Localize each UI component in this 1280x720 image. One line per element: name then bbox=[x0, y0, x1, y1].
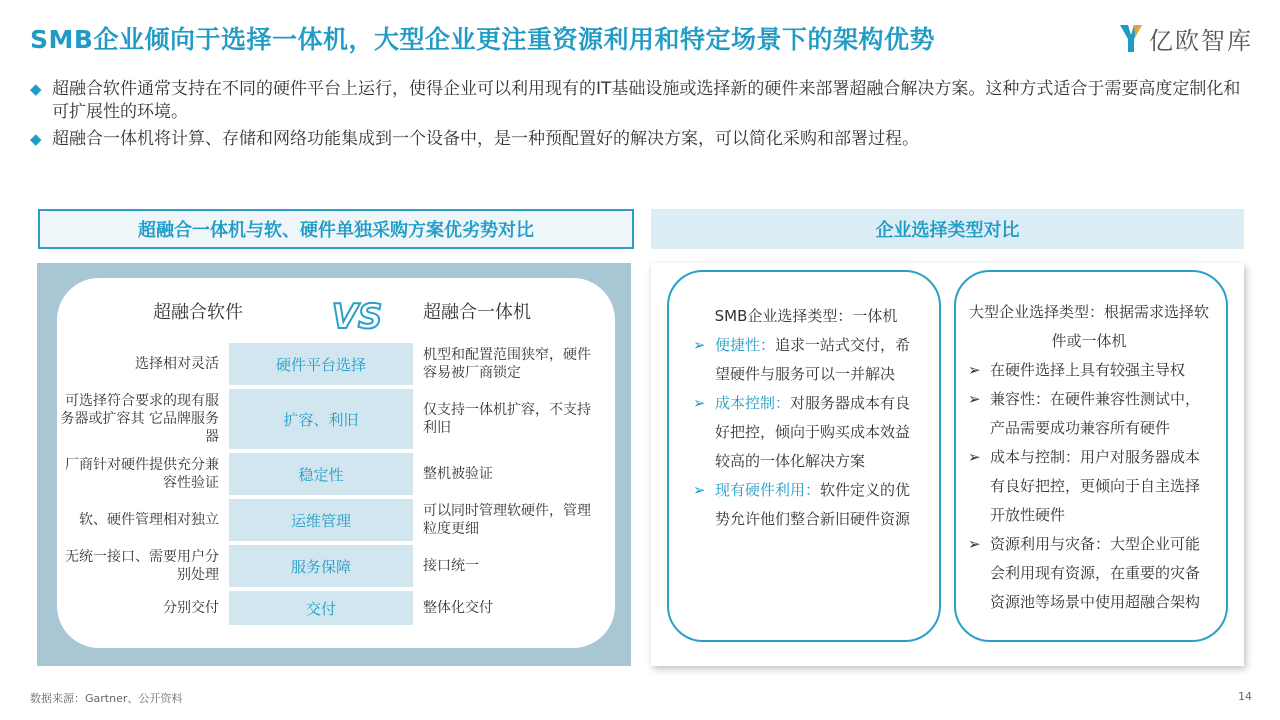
software-cell: 软、硬件管理相对独立 bbox=[79, 512, 219, 528]
intro-bullets bbox=[28, 78, 1253, 155]
large-enterprise-item-text: 资源利用与灾备：大型企业可能会利用现有资源，在重要的灾备资源池等场景中使用超融合架构 bbox=[990, 535, 1201, 611]
arrow-right-icon: ➢ bbox=[968, 390, 981, 408]
smb-item-label: 现有硬件利用： bbox=[715, 481, 821, 499]
large-enterprise-item bbox=[968, 530, 1210, 617]
appliance-column-title: 超融合一体机 bbox=[423, 302, 531, 323]
smb-item-text: 对服务器成本有良好把控，倾向于购买成本效益较高的一体化解决方案 bbox=[715, 394, 911, 470]
smb-title: SMB企业选择类型：一体机 bbox=[714, 307, 898, 325]
large-enterprise-item-text: 在硬件选择上具有较强主导权 bbox=[990, 361, 1186, 379]
comparison-panel bbox=[37, 263, 631, 666]
criterion-cell: 运维管理 bbox=[229, 499, 413, 541]
enterprise-type-header: 企业选择类型对比 bbox=[651, 209, 1244, 249]
software-cell: 可选择符合要求的现有服务器或扩容其 它品牌服务器 bbox=[60, 393, 219, 445]
logo-icon bbox=[1118, 22, 1144, 54]
smb-item-label: 成本控制： bbox=[715, 394, 791, 412]
comparison-header: 超融合一体机与软、硬件单独采购方案优劣势对比 bbox=[38, 209, 634, 249]
comparison-row bbox=[57, 453, 615, 495]
diamond-icon: ◆ bbox=[30, 80, 42, 98]
criterion-cell: 稳定性 bbox=[229, 453, 413, 495]
large-enterprise-card bbox=[954, 270, 1228, 642]
appliance-cell: 整机被验证 bbox=[423, 466, 493, 482]
arrow-right-icon: ➢ bbox=[693, 481, 706, 499]
smb-item-label: 便捷性： bbox=[715, 336, 776, 354]
large-enterprise-title: 大型企业选择类型：根据需求选择软件或一体机 bbox=[968, 303, 1209, 350]
large-enterprise-item-text: 兼容性：在硬件兼容性测试中，产品需要成功兼容所有硬件 bbox=[990, 390, 1201, 437]
bullet-item bbox=[28, 78, 1253, 124]
arrow-right-icon: ➢ bbox=[968, 535, 981, 553]
software-cell: 无统一接口、需要用户分别处理 bbox=[65, 549, 219, 583]
enterprise-type-panel bbox=[651, 263, 1244, 666]
arrow-right-icon: ➢ bbox=[693, 394, 706, 412]
smb-item-text: 追求一站式交付，希望硬件与服务可以一并解决 bbox=[715, 336, 911, 383]
vs-icon bbox=[325, 296, 389, 336]
appliance-cell: 接口统一 bbox=[423, 558, 479, 574]
criterion-cell: 扩容、利旧 bbox=[229, 389, 413, 449]
software-column-title: 超融合软件 bbox=[153, 302, 243, 323]
large-enterprise-item bbox=[968, 443, 1210, 530]
comparison-row bbox=[57, 545, 615, 587]
page-number: 14 bbox=[1238, 690, 1252, 703]
arrow-right-icon: ➢ bbox=[693, 336, 706, 354]
large-enterprise-item bbox=[968, 356, 1210, 385]
software-cell: 分别交付 bbox=[163, 600, 219, 616]
comparison-row bbox=[57, 591, 615, 625]
comparison-card bbox=[57, 278, 615, 648]
criterion-cell: 硬件平台选择 bbox=[229, 343, 413, 385]
software-cell: 选择相对灵活 bbox=[135, 356, 219, 372]
large-enterprise-item-text: 成本与控制：用户对服务器成本有良好把控，更倾向于自主选择开放性硬件 bbox=[990, 448, 1201, 524]
appliance-cell: 机型和配置范围狭窄，硬件容易被厂商锁定 bbox=[423, 347, 591, 381]
appliance-cell: 仅支持一体机扩容，不支持利旧 bbox=[423, 402, 591, 436]
smb-item bbox=[693, 476, 919, 534]
bullet-text: 超融合一体机将计算、存储和网络功能集成到一个设备中，是一种预配置好的解决方案，可以简化采购和部署过程。 bbox=[52, 129, 919, 149]
smb-card bbox=[667, 270, 941, 642]
data-source: 数据来源：Gartner、公开资料 bbox=[30, 692, 183, 705]
arrow-right-icon: ➢ bbox=[968, 361, 981, 379]
page-title: SMB企业倾向于选择一体机，大型企业更注重资源利用和特定场景下的架构优势 bbox=[30, 25, 935, 54]
comparison-row bbox=[57, 499, 615, 541]
appliance-cell: 可以同时管理软硬件，管理粒度更细 bbox=[423, 503, 591, 537]
criterion-cell: 服务保障 bbox=[229, 545, 413, 587]
vs-label: VS bbox=[331, 297, 383, 336]
diamond-icon: ◆ bbox=[30, 130, 42, 148]
criterion-cell: 交付 bbox=[229, 591, 413, 625]
bullet-text: 超融合软件通常支持在不同的硬件平台上运行，使得企业可以利用现有的IT基础设施或选择新的硬件来部署超融合解决方案。这种方式适合于需要高度定制化和可扩展性的环境。 bbox=[52, 79, 1241, 122]
arrow-right-icon: ➢ bbox=[968, 448, 981, 466]
comparison-row bbox=[57, 389, 615, 449]
smb-item-text: 软件定义的优势允许他们整合新旧硬件资源 bbox=[715, 481, 911, 528]
smb-item bbox=[693, 389, 919, 476]
logo-text: 亿欧智库 bbox=[1149, 26, 1253, 55]
appliance-cell: 整体化交付 bbox=[423, 600, 493, 616]
comparison-row bbox=[57, 343, 615, 385]
smb-item bbox=[693, 331, 919, 389]
bullet-item bbox=[28, 128, 1253, 151]
large-enterprise-item bbox=[968, 385, 1210, 443]
logo bbox=[1118, 20, 1253, 56]
software-cell: 厂商针对硬件提供充分兼容性验证 bbox=[65, 457, 219, 491]
